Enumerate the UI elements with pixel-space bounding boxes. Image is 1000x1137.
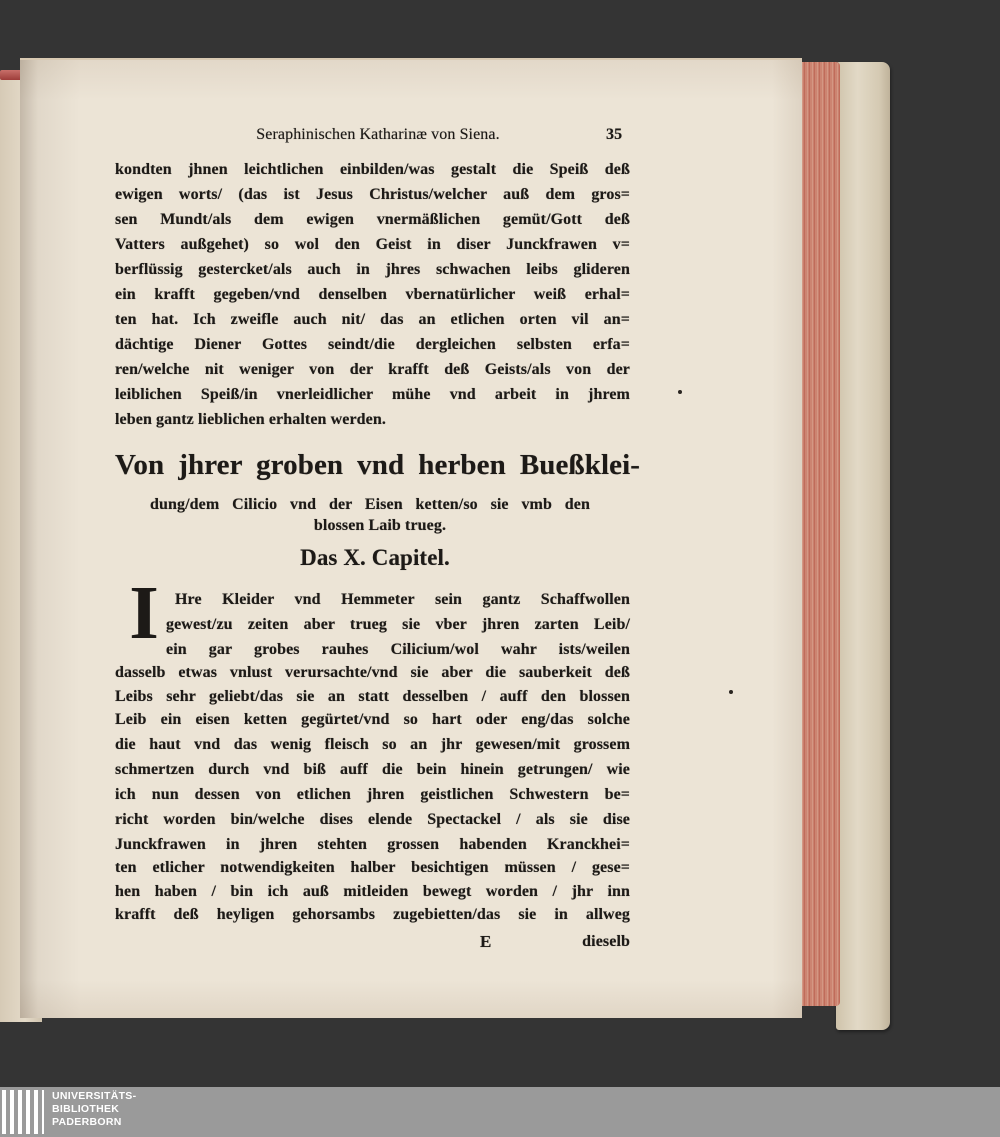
text-line: ren/welche nit weniger von der krafft deß Geists/als von der <box>115 361 630 378</box>
text-line: richt worden bin/welche dises elende Spectackel / als sie dise <box>115 811 630 828</box>
library-name-line: UNIVERSITÄTS- <box>52 1090 137 1102</box>
text-line: Hre Kleider vnd Hemmeter sein gantz Schaffwollen <box>175 591 630 608</box>
text-line: Junckfrawen in jhren stehten grossen habenden Kranckhei= <box>115 836 630 853</box>
text-line: ein krafft gegeben/vnd denselben vbernatürlicher weiß erhal= <box>115 286 630 303</box>
catchword: dieselb <box>582 933 630 950</box>
text-line: Vatters außgehet) so wol den Geist in diser Junckfrawen v= <box>115 236 630 253</box>
running-head: Seraphinischen Katharinæ von Siena. <box>256 126 500 143</box>
drop-cap: I <box>129 571 159 655</box>
library-name-line: PADERBORN <box>52 1116 122 1128</box>
library-name-line: BIBLIOTHEK <box>52 1103 120 1115</box>
text-line: ten hat. Ich zweifle auch nit/ das an etlichen orten vil an= <box>115 311 630 328</box>
text-line: Leibs sehr geliebt/das sie an statt desselben / auff den blossen <box>115 688 630 705</box>
vellum-cover <box>836 62 890 1030</box>
text-line: ein gar grobes rauhes Cilicium/wol wahr ists/weilen <box>166 641 630 658</box>
text-line: leben gantz lieblichen erhalten werden. <box>115 411 386 428</box>
text-line: leiblichen Speiß/in vnerleidlicher mühe vnd arbeit in jhrem <box>115 386 630 403</box>
signature-mark: E <box>480 932 492 951</box>
chapter-title-line: blossen Laib trueg. <box>313 517 447 534</box>
text-line: berflüssig gestercket/als auch in jhres schwachen leibs glideren <box>115 261 630 278</box>
text-line: kondten jhnen leichtlichen einbilden/was gestalt die Speiß deß <box>115 161 630 178</box>
page-edges <box>796 62 840 1006</box>
text-line: hen haben / bin ich auß mitleiden bewegt worden / jhr inn <box>115 883 630 900</box>
text-line: ewigen worts/ (das ist Jesus Christus/welcher auß dem gros= <box>115 186 630 203</box>
text-line: schmertzen durch vnd biß auff die bein hinein getrungen/ wie <box>115 761 630 778</box>
chapter-title-line: dung/dem Cilicio vnd der Eisen ketten/so sie vmb den <box>150 496 590 513</box>
ink-speck <box>678 390 682 394</box>
text-line: sen Mundt/als dem ewigen vnermäßlichen gemüt/Gott deß <box>115 211 630 228</box>
page-number: 35 <box>606 126 623 143</box>
text-line: ten etlicher notwendigkeiten halber besichtigen müssen / gese= <box>115 859 630 876</box>
text-line: dächtige Diener Gottes seindt/die dergleichen selbsten erfa= <box>115 336 630 353</box>
ink-speck <box>729 690 733 694</box>
text-line: dasselb etwas vnlust verursachte/vnd sie aber die sauberkeit deß <box>115 664 630 681</box>
chapter-number: Das X. Capitel. <box>300 545 450 570</box>
text-line: gewest/zu zeiten aber trueg sie vber jhren zarten Leib/ <box>166 616 630 633</box>
text-line: krafft deß heyligen gehorsambs zugebietten/das sie in allweg <box>115 906 630 923</box>
text-line: die haut vnd das wenig fleisch so an jhr gewesen/mit grossem <box>115 736 630 753</box>
text-line: Leib ein eisen ketten gegürtet/vnd so hart oder eng/das solche <box>115 711 630 728</box>
library-logo-icon <box>2 1090 44 1134</box>
chapter-title-line: Von jhrer groben vnd herben Bueßklei- <box>115 449 640 481</box>
text-line: ich nun dessen von etlichen jhren geistlichen Schwestern be= <box>115 786 630 803</box>
